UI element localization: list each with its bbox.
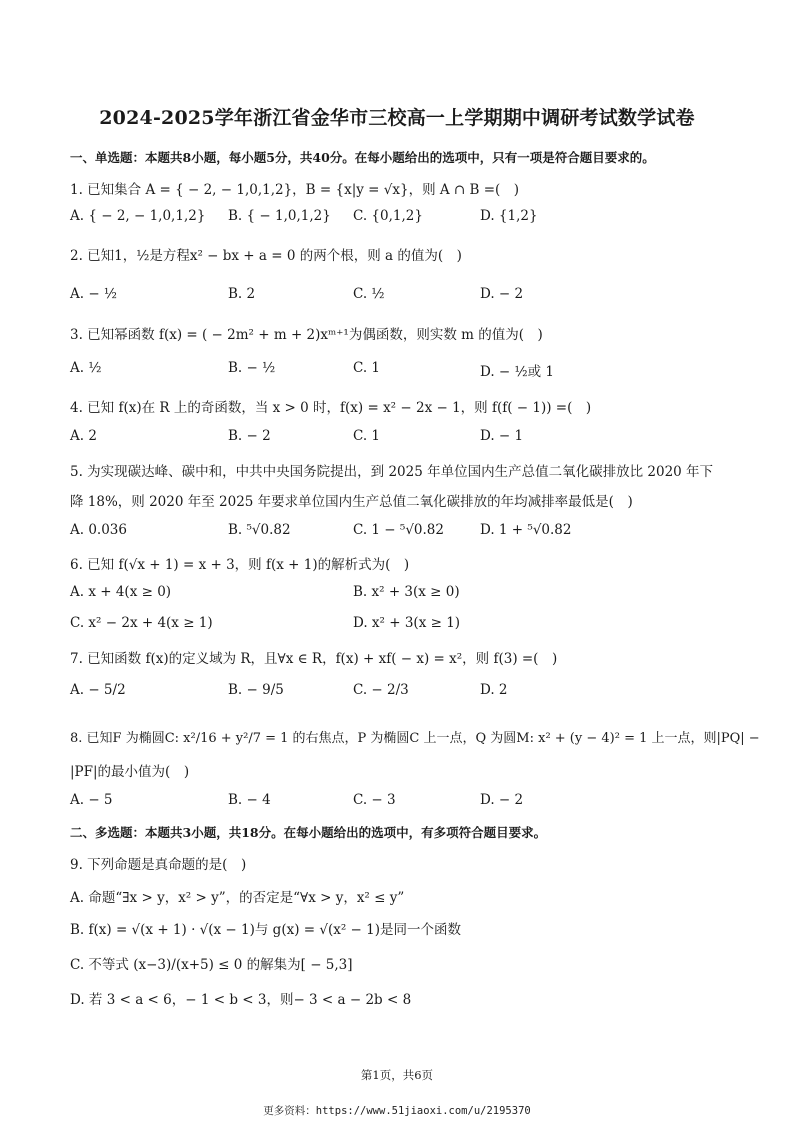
question-1-option-d: D. {1,2} [480,208,538,224]
question-8-option-d: D. − 2 [480,792,524,808]
question-1-option-b: B. { − 1,0,1,2} [228,208,331,224]
section-heading-multiple-choice: 二、多选题：本题共3小题，共18分。在每小题给出的选项中，有多项符合题目要求。 [70,825,547,840]
section-heading-single-choice: 一、单选题：本题共8小题，每小题5分，共40分。在每小题给出的选项中，只有一项是符合题目要求的。 [70,150,655,165]
question-1-stem: 1. 已知集合 A = { − 2, − 1,0,1,2}，B = {x|y = √x}，则 A ∩ B =( ) [70,182,520,198]
page-title: 2024-2025学年浙江省金华市三校高一上学期期中调研考试数学试卷 [99,107,695,129]
question-9-option-d: D. 若 3 < a < 6，− 1 < b < 3，则− 3 < a − 2b < 8 [70,992,412,1008]
question-9-option-a: A. 命题“∃x > y，x² > y”，的否定是“∀x > y，x² ≤ y” [70,890,405,906]
question-5-option-d: D. 1 + ⁵√0.82 [480,522,572,538]
question-8-option-a: A. − 5 [70,792,113,808]
question-6-option-d: D. x² + 3(x ≥ 1) [353,615,461,631]
question-2-option-c: C. ½ [353,286,385,302]
question-8-option-c: C. − 3 [353,792,396,808]
question-6-option-a: A. x + 4(x ≥ 0) [70,584,172,600]
question-4-stem: 4. 已知 f(x)在 R 上的奇函数，当 x > 0 时，f(x) = x² − 2x − 1，则 f(f( − 1)) =( ) [70,400,592,416]
question-4-option-c: C. 1 [353,428,381,444]
question-2-option-d: D. − 2 [480,286,524,302]
question-2-option-a: A. − ½ [70,286,118,302]
question-6-option-b: B. x² + 3(x ≥ 0) [353,584,460,600]
question-2-stem: 2. 已知1，½是方程x² − bx + a = 0 的两个根，则 a 的值为( ) [70,248,462,264]
question-6-option-c: C. x² − 2x + 4(x ≥ 1) [70,615,213,631]
question-5-stem-line-1: 5. 为实现碳达峰、碳中和，中共中央国务院提出，到 2025 年单位国内生产总值二氧化碳排放比 2020 年下 [70,464,714,480]
question-3-option-b: B. − ½ [228,360,276,376]
question-1-option-c: C. {0,1,2} [353,208,423,224]
question-4-option-a: A. 2 [70,428,97,444]
question-7-stem: 7. 已知函数 f(x)的定义域为 R，且∀x ∈ R，f(x) + xf( − x) = x²，则 f(3) =( ) [70,651,558,667]
page-footer: 第1页，共6页 [360,1068,434,1082]
question-5-stem-line-2: 降 18%，则 2020 年至 2025 年要求单位国内生产总值二氧化碳排放的年均减排率最低是( ) [70,494,633,510]
question-7-option-a: A. − 5/2 [70,682,126,698]
question-4-option-b: B. − 2 [228,428,271,444]
question-9-option-c: C. 不等式 (x−3)/(x+5) ≤ 0 的解集为[ − 5,3] [70,957,353,973]
question-2-option-b: B. 2 [228,286,256,302]
question-9-stem: 9. 下列命题是真命题的是( ) [70,857,247,873]
question-7-option-c: C. − 2/3 [353,682,409,698]
question-3-option-d: D. − ½或 1 [480,364,554,380]
question-5-option-a: A. 0.036 [70,522,127,538]
question-5-option-b: B. ⁵√0.82 [228,522,291,538]
question-8-stem-line-1: 8. 已知F 为椭圆C: x²/16 + y²/7 = 1 的右焦点，P 为椭圆C 上一点，Q 为圆M: x² + (y − 4)² = 1 上一点，则|PQ| − [70,731,760,746]
question-7-option-d: D. 2 [480,682,508,698]
source-link[interactable]: 更多资料：https://www.51jiaoxi.com/u/2195370 [263,1105,531,1117]
question-3-stem: 3. 已知幂函数 f(x) = ( − 2m² + m + 2)xᵐ⁺¹为偶函数，则实数 m 的值为( ) [70,327,543,343]
question-6-stem: 6. 已知 f(√x + 1) = x + 3，则 f(x + 1)的解析式为( ) [70,557,410,573]
question-4-option-d: D. − 1 [480,428,524,444]
question-8-option-b: B. − 4 [228,792,271,808]
question-9-option-b: B. f(x) = √(x + 1) · √(x − 1)与 g(x) = √(x² − 1)是同一个函数 [70,922,461,938]
question-1-option-a: A. { − 2, − 1,0,1,2} [70,208,206,224]
question-3-option-a: A. ½ [70,360,102,376]
question-8-stem-line-2: |PF|的最小值为( ) [70,764,190,780]
question-7-option-b: B. − 9/5 [228,682,284,698]
question-5-option-c: C. 1 − ⁵√0.82 [353,522,444,538]
question-3-option-c: C. 1 [353,360,381,376]
